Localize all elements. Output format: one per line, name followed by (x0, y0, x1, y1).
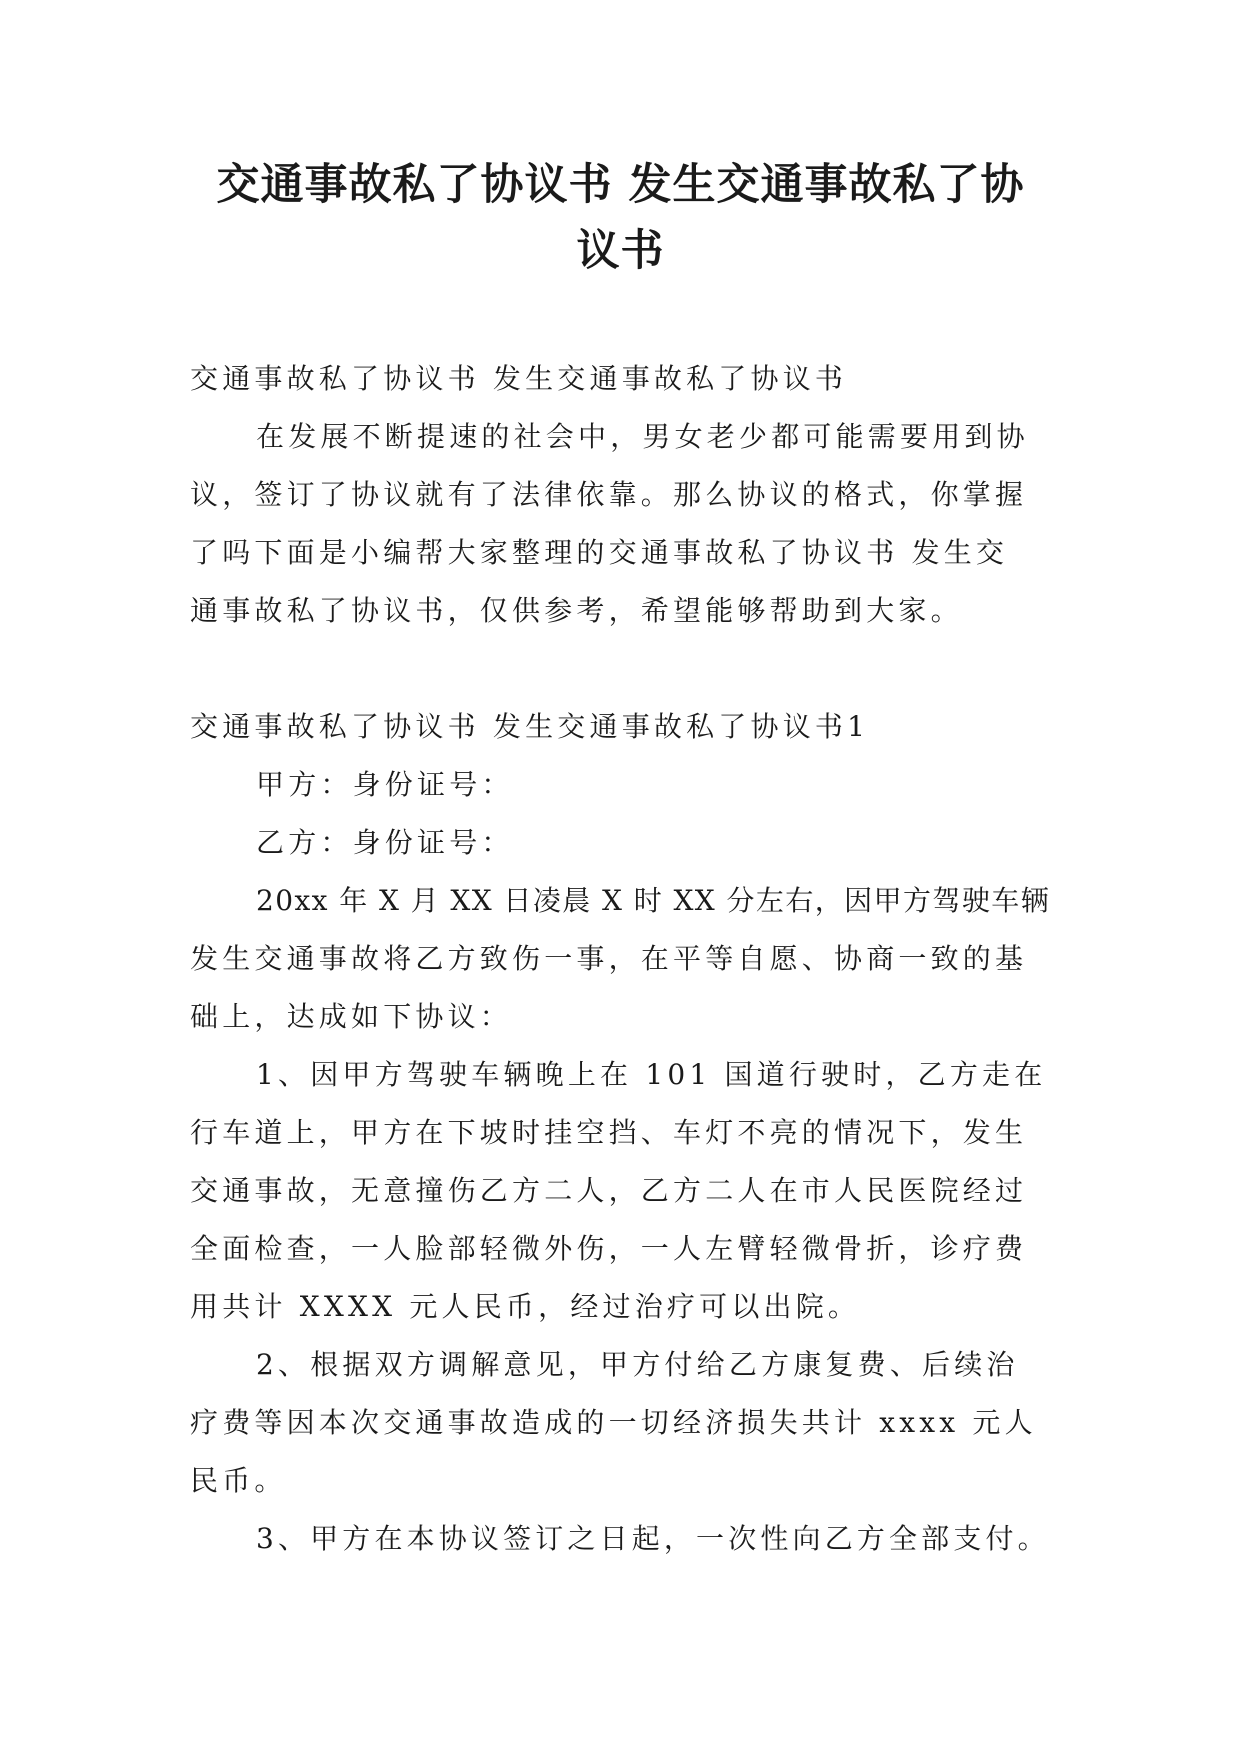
incident-line: 础上，达成如下协议： (190, 1000, 513, 1033)
document-title (150, 152, 1091, 284)
title-line-1: 交通事故私了协议书 发生交通事故私了协 (216, 160, 1025, 210)
clause-2-line: 疗费等因本次交通事故造成的一切经济损失共计 xxxx 元人 (190, 1406, 1037, 1439)
clause-1-line: 用共计 XXXX 元人民币，经过治疗可以出院。 (190, 1290, 861, 1323)
clause-2-line: 民币。 (190, 1464, 287, 1497)
incident-line: 20xx 年 X 月 XX 日凌晨 X 时 XX 分左右，因甲方驾驶车辆 (256, 884, 1051, 917)
intro-line: 议，签订了协议就有了法律依靠。那么协议的格式，你掌握 (190, 478, 1028, 511)
clause-2-line: 2、根据双方调解意见，甲方付给乙方康复费、后续治 (256, 1348, 1019, 1381)
clause-3-line: 3、甲方在本协议签订之日起，一次性向乙方全部支付。 (256, 1522, 1050, 1555)
paragraph-gap (190, 640, 1050, 698)
clause-1-line: 行车道上，甲方在下坡时挂空挡、车灯不亮的情况下，发生 (190, 1116, 1028, 1149)
party-a-line: 甲方：身份证号： (256, 768, 514, 801)
intro-line: 通事故私了协议书，仅供参考，希望能够帮助到大家。 (190, 594, 963, 627)
intro-line: 在发展不断提速的社会中，男女老少都可能需要用到协 (256, 420, 1029, 453)
section-heading: 交通事故私了协议书 发生交通事故私了协议书1 (190, 710, 870, 743)
document-body (190, 350, 1050, 1568)
clause-1-line: 全面检查，一人脸部轻微外伤，一人左臂轻微骨折，诊疗费 (190, 1232, 1028, 1265)
subtitle-line: 交通事故私了协议书 发生交通事故私了协议书 (190, 362, 848, 395)
clause-1-line: 1、因甲方驾驶车辆晚上在 101 国道行驶时，乙方走在 (256, 1058, 1047, 1091)
intro-line: 了吗下面是小编帮大家整理的交通事故私了协议书 发生交 (190, 536, 1009, 569)
clause-1-line: 交通事故，无意撞伤乙方二人，乙方二人在市人民医院经过 (190, 1174, 1028, 1207)
title-line-2: 议书 (576, 226, 665, 276)
incident-line: 发生交通事故将乙方致伤一事，在平等自愿、协商一致的基 (190, 942, 1028, 975)
party-b-line: 乙方：身份证号： (256, 826, 514, 859)
